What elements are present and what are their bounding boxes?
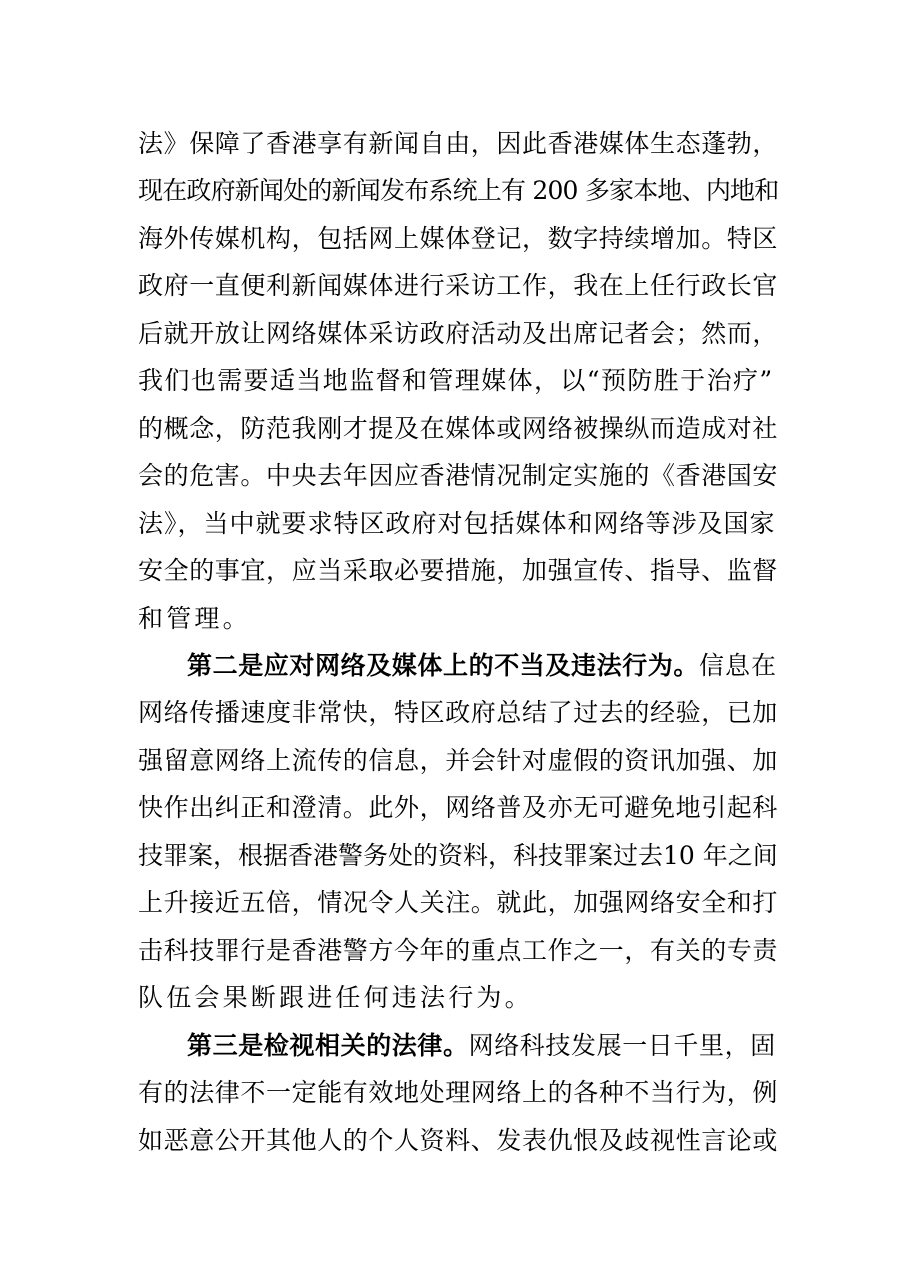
text-line: 法》保障了香港享有新闻自由，因此香港媒体生态蓬勃，: [138, 129, 779, 158]
text-line: 和管理。: [138, 604, 251, 633]
text-line: 海外传媒机构，包括网上媒体登记，数字持续增加。特区: [138, 224, 779, 253]
text-line: 的概念，防范我刚才提及在媒体或网络被操纵而造成对社: [138, 414, 779, 443]
text-line: 现在政府新闻处的新闻发布系统上有 200 多家本地、内地和: [138, 176, 779, 205]
text-line: 安全的事宜，应当采取必要措施，加强宣传、指导、监督: [138, 556, 779, 585]
text-line: 如恶意公开其他人的个人资料、发表仇恨及歧视性言论或: [138, 1126, 779, 1155]
text-line: 快作出纠正和澄清。此外，网络普及亦无可避免地引起科: [138, 793, 779, 822]
text-line: 强留意网络上流传的信息，并会针对虚假的资讯加强、加: [138, 746, 779, 775]
paragraph-2-heading: 第二是应对网络及媒体上的不当及违法行为。: [187, 651, 700, 680]
text-line: 法》，当中就要求特区政府对包括媒体和网络等涉及国家: [138, 509, 776, 538]
paragraph-2-first-rest: 信息在: [699, 651, 778, 680]
text-line: 后就开放让网络媒体采访政府活动及出席记者会；然而，: [138, 319, 779, 348]
paragraph-3-first-rest: 网络科技发展一日千里，固: [468, 1031, 776, 1060]
paragraph-3-heading: 第三是检视相关的法律。: [187, 1031, 469, 1060]
text-line: 击科技罪行是香港警方今年的重点工作之一，有关的专责: [138, 936, 779, 965]
text-line: 有的法律不一定能有效地处理网络上的各种不当行为，例: [138, 1078, 779, 1107]
text-line: 网络传播速度非常快，特区政府总结了过去的经验，已加: [138, 698, 779, 727]
paragraph-2-first-line: [187, 651, 777, 681]
text-line: 会的危害。中央去年因应香港情况制定实施的《香港国安: [138, 461, 779, 490]
text-line: 上升接近五倍，情况令人关注。就此，加强网络安全和打: [138, 888, 779, 917]
text-line: 队伍会果断跟进任何违法行为。: [138, 983, 533, 1012]
text-line: 技罪案，根据香港警务处的资料，科技罪案过去10 年之间: [138, 841, 778, 870]
text-line: 我们也需要适当地监督和管理媒体，以“预防胜于治疗”: [138, 366, 774, 395]
paragraph-3-first-line: [187, 1031, 777, 1061]
text-line: 政府一直便利新闻媒体进行采访工作，我在上任行政长官: [138, 271, 779, 300]
